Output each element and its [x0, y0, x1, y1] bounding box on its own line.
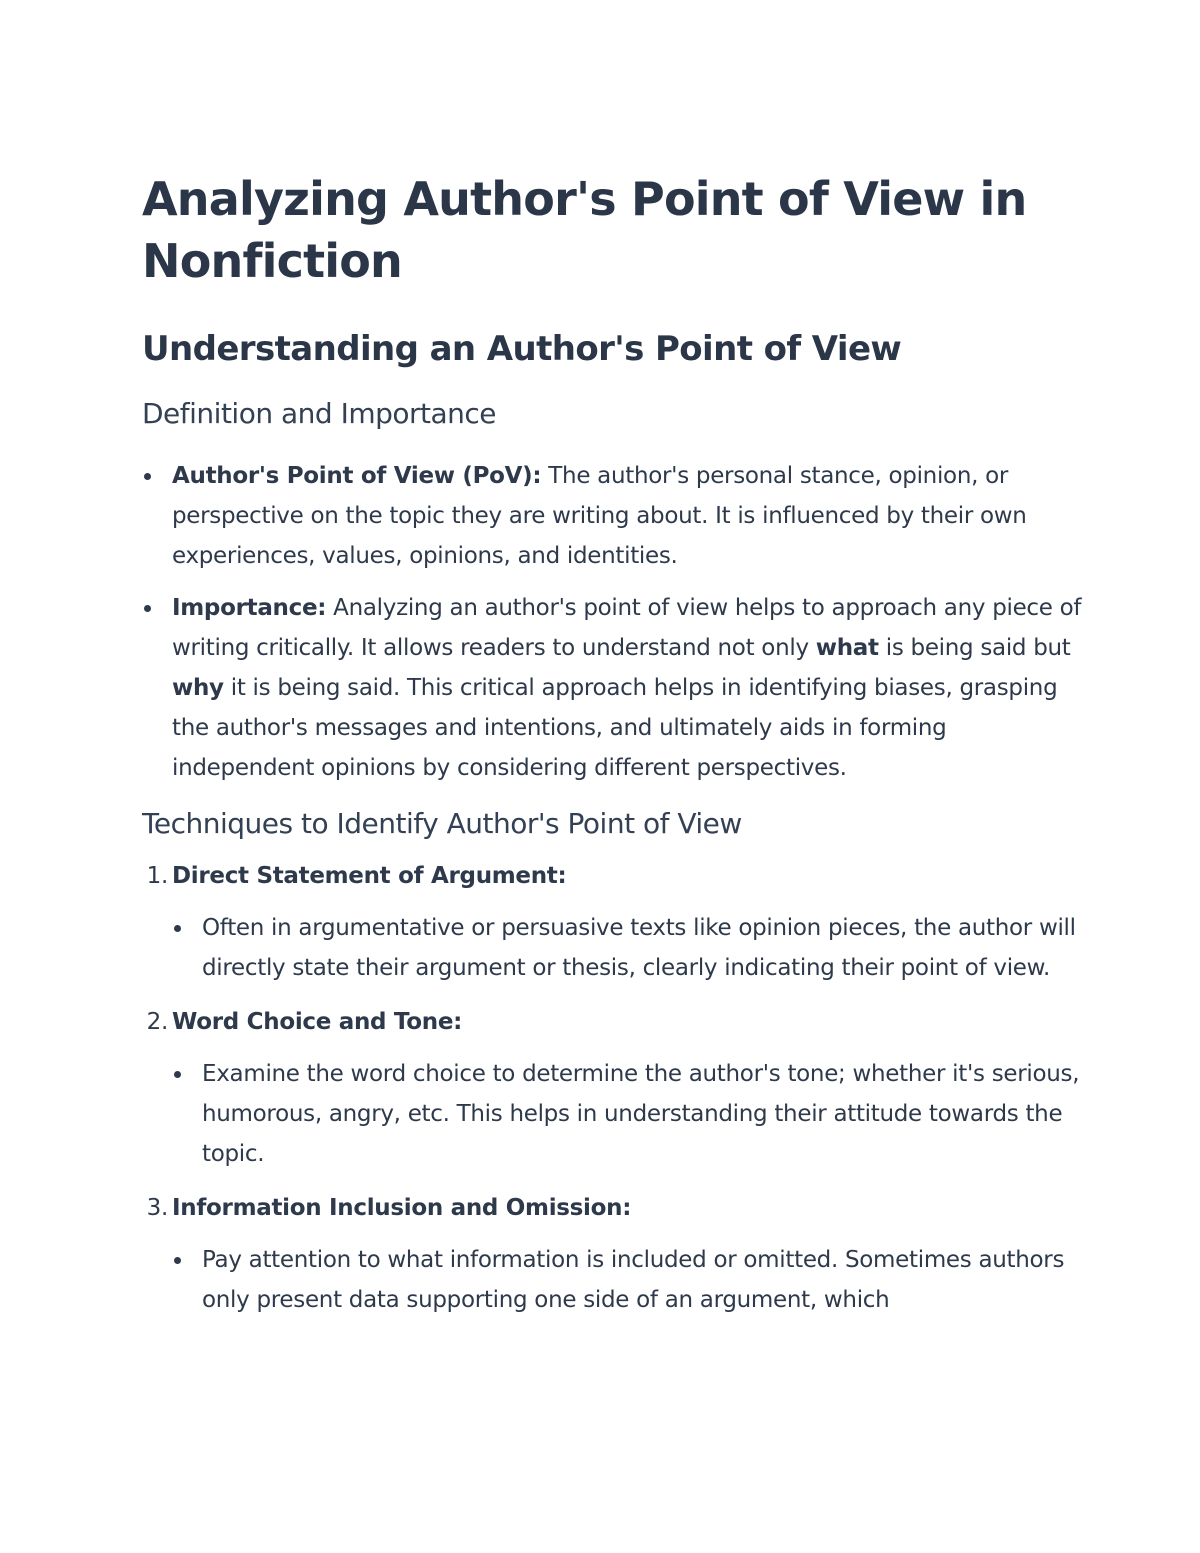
emphasis-text: what: [815, 635, 879, 661]
term-label: Author's Point of View (PoV):: [172, 463, 542, 489]
technique-details: [172, 908, 1082, 988]
bullet-icon: [174, 925, 181, 932]
list-item: [172, 1240, 1082, 1320]
technique-detail: Often in argumentative or persuasive texts like opinion pieces, the author will directly state their argument or thesis, clearly indicating their point of view.: [202, 915, 1076, 981]
term-description: it is being said. This critical approach helps in identifying biases, grasping the author's messages and intentions, and ultimately aids in forming independent opinions by considering different perspectives.: [172, 675, 1058, 781]
technique-details: [172, 1240, 1082, 1320]
document-title: Analyzing Author's Point of View in Nonfiction: [142, 172, 1027, 288]
list-item: [142, 856, 1082, 988]
term-label: Importance:: [172, 595, 327, 621]
technique-label: Information Inclusion and Omission:: [172, 1195, 632, 1221]
technique-label: Word Choice and Tone:: [172, 1009, 463, 1035]
section-heading: Understanding an Author's Point of View: [142, 329, 902, 369]
technique-detail: Examine the word choice to determine the author's tone; whether it's serious, humorous, angry, etc. This helps in understanding their attitude towards the topic.: [202, 1061, 1080, 1167]
term-description: Analyzing an author's point of view helps to approach any piece of writing critically. It allows readers to understand not only: [172, 595, 1082, 661]
term-description: The author's personal stance, opinion, or perspective on the topic they are writing about. It is influenced by their own experiences, values, opinions, and identities.: [172, 463, 1027, 569]
technique-detail: Pay attention to what information is included or omitted. Sometimes authors only present data supporting one side of an argument, which: [202, 1247, 1065, 1313]
list-item: [142, 1188, 1082, 1320]
bullet-icon: [174, 1071, 181, 1078]
term-description: is being said but: [878, 635, 1071, 661]
bullet-icon: [144, 605, 151, 612]
list-item: [142, 1002, 1082, 1174]
definition-list: [142, 456, 1082, 788]
list-number: 3.: [146, 1195, 168, 1221]
list-number: 1.: [146, 863, 168, 889]
list-item: [142, 588, 1082, 788]
techniques-heading: Techniques to Identify Author's Point of View: [142, 807, 742, 840]
document-page: [142, 168, 1082, 1334]
list-item: [172, 1054, 1082, 1174]
list-number: 2.: [146, 1009, 168, 1035]
definition-heading: Definition and Importance: [142, 397, 497, 430]
bullet-icon: [174, 1257, 181, 1264]
list-item: [142, 456, 1082, 576]
techniques-list: [142, 856, 1082, 1320]
technique-details: [172, 1054, 1082, 1174]
bullet-icon: [144, 473, 151, 480]
emphasis-text: why: [172, 675, 224, 701]
list-item: [172, 908, 1082, 988]
technique-label: Direct Statement of Argument:: [172, 863, 567, 889]
